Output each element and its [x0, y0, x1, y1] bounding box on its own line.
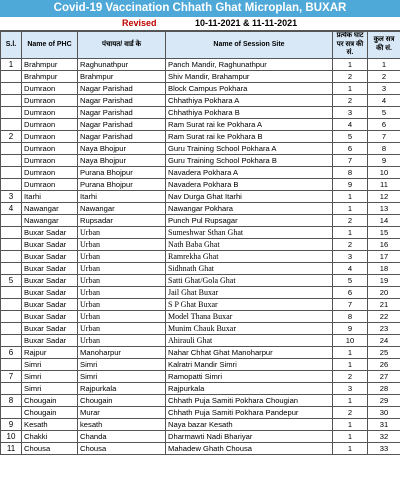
cell-sessions: 5	[333, 130, 368, 142]
cell-panchayat: Itarhi	[78, 190, 166, 202]
cell-sessions: 6	[333, 286, 368, 298]
cell-sl: 3	[1, 190, 22, 202]
cell-session-site: Guru Training School Pokhara B	[166, 154, 333, 166]
cell-sl: 7	[1, 370, 22, 382]
cell-sl: 2	[1, 130, 22, 142]
cell-sl	[1, 166, 22, 178]
cell-total: 4	[368, 94, 400, 106]
cell-sessions: 1	[333, 226, 368, 238]
cell-sl	[1, 70, 22, 82]
table-row	[1, 106, 400, 118]
cell-panchayat: Nagar Parishad	[78, 106, 166, 118]
cell-phc: Brahmpur	[22, 58, 78, 70]
table-row	[1, 394, 400, 406]
cell-total: 13	[368, 202, 400, 214]
cell-total: 15	[368, 226, 400, 238]
cell-session-site: Ramopatti Simri	[166, 370, 333, 382]
cell-sl	[1, 106, 22, 118]
cell-sessions: 1	[333, 394, 368, 406]
cell-panchayat: Urban	[78, 226, 166, 238]
cell-sessions: 2	[333, 214, 368, 226]
cell-panchayat: Simri	[78, 370, 166, 382]
cell-phc: Buxar Sadar	[22, 262, 78, 274]
cell-total: 32	[368, 430, 400, 442]
cell-session-site: Munim Chauk Buxar	[166, 322, 333, 334]
cell-phc: Buxar Sadar	[22, 298, 78, 310]
cell-sl	[1, 154, 22, 166]
date-row	[0, 17, 400, 31]
cell-total: 28	[368, 382, 400, 394]
table-row	[1, 238, 400, 250]
cell-panchayat: Raghunathpur	[78, 58, 166, 70]
cell-session-site: Rajpurkala	[166, 382, 333, 394]
cell-total: 20	[368, 286, 400, 298]
cell-sl	[1, 382, 22, 394]
cell-sessions: 4	[333, 118, 368, 130]
cell-sessions: 8	[333, 310, 368, 322]
cell-session-site: Naya bazar Kesath	[166, 418, 333, 430]
cell-sessions: 1	[333, 58, 368, 70]
table-row	[1, 130, 400, 142]
cell-session-site: Panch Mandir, Raghunathpur	[166, 58, 333, 70]
cell-session-site: Navadera Pokhara A	[166, 166, 333, 178]
cell-phc: Simri	[22, 370, 78, 382]
table-row	[1, 334, 400, 346]
cell-total: 5	[368, 106, 400, 118]
cell-session-site: Satti Ghat/Gola Ghat	[166, 274, 333, 286]
cell-session-site: Chhathiya Pokhara B	[166, 106, 333, 118]
cell-phc: Dumraon	[22, 166, 78, 178]
cell-session-site: Navadera Pokhara B	[166, 178, 333, 190]
table-body	[1, 58, 400, 454]
table-row	[1, 70, 400, 82]
cell-phc: Itarhi	[22, 190, 78, 202]
cell-phc: Rajpur	[22, 346, 78, 358]
cell-phc: Buxar Sadar	[22, 226, 78, 238]
table-row	[1, 226, 400, 238]
cell-sl	[1, 238, 22, 250]
cell-total: 30	[368, 406, 400, 418]
cell-sessions: 9	[333, 178, 368, 190]
cell-panchayat: Murar	[78, 406, 166, 418]
table-row	[1, 346, 400, 358]
cell-sl	[1, 406, 22, 418]
table-row	[1, 310, 400, 322]
table-row	[1, 154, 400, 166]
cell-sl	[1, 214, 22, 226]
table-row	[1, 358, 400, 370]
cell-total: 11	[368, 178, 400, 190]
cell-phc: Dumraon	[22, 130, 78, 142]
cell-panchayat: Urban	[78, 274, 166, 286]
cell-phc: Chougain	[22, 406, 78, 418]
cell-sl	[1, 322, 22, 334]
cell-panchayat: Urban	[78, 298, 166, 310]
cell-sessions: 3	[333, 250, 368, 262]
cell-session-site: S P Ghat Buxar	[166, 298, 333, 310]
cell-sl	[1, 262, 22, 274]
cell-session-site: Nath Baba Ghat	[166, 238, 333, 250]
header-total-sessions: कुल सत्र की सं.	[368, 32, 400, 59]
cell-phc: Buxar Sadar	[22, 274, 78, 286]
table-row	[1, 94, 400, 106]
cell-sessions: 10	[333, 334, 368, 346]
cell-sl: 8	[1, 394, 22, 406]
cell-session-site: Model Thana Buxar	[166, 310, 333, 322]
cell-total: 2	[368, 70, 400, 82]
cell-total: 1	[368, 58, 400, 70]
cell-sl	[1, 82, 22, 94]
table-row	[1, 178, 400, 190]
cell-session-site: Nahar Chhat Ghat Manoharpur	[166, 346, 333, 358]
cell-phc: Chousa	[22, 442, 78, 454]
cell-session-site: Dharmawti Nadi Bhariyar	[166, 430, 333, 442]
cell-session-site: Chhath Puja Samiti Pokhara Pandepur	[166, 406, 333, 418]
cell-phc: Kesath	[22, 418, 78, 430]
cell-panchayat: Urban	[78, 322, 166, 334]
cell-sessions: 1	[333, 346, 368, 358]
cell-panchayat: Urban	[78, 286, 166, 298]
cell-panchayat: Chanda	[78, 430, 166, 442]
cell-sessions: 3	[333, 382, 368, 394]
cell-sl	[1, 118, 22, 130]
table-row	[1, 250, 400, 262]
cell-sl	[1, 286, 22, 298]
cell-sl	[1, 94, 22, 106]
cell-phc: Simri	[22, 382, 78, 394]
cell-total: 10	[368, 166, 400, 178]
cell-panchayat: Brahmpur	[78, 70, 166, 82]
cell-session-site: Shiv Mandir, Brahampur	[166, 70, 333, 82]
cell-sessions: 4	[333, 262, 368, 274]
cell-sl	[1, 298, 22, 310]
table-row	[1, 82, 400, 94]
cell-sl	[1, 334, 22, 346]
table-row	[1, 214, 400, 226]
cell-session-site: Mahadew Ghath Chousa	[166, 442, 333, 454]
cell-sl	[1, 178, 22, 190]
cell-panchayat: Chousa	[78, 442, 166, 454]
cell-sessions: 2	[333, 238, 368, 250]
cell-panchayat: Rupsadar	[78, 214, 166, 226]
cell-panchayat: Urban	[78, 262, 166, 274]
cell-panchayat: Chougain	[78, 394, 166, 406]
cell-total: 8	[368, 142, 400, 154]
cell-total: 6	[368, 118, 400, 130]
table-row	[1, 274, 400, 286]
cell-panchayat: Urban	[78, 250, 166, 262]
cell-sessions: 1	[333, 202, 368, 214]
cell-phc: Dumraon	[22, 94, 78, 106]
cell-sessions: 1	[333, 418, 368, 430]
cell-sl: 1	[1, 58, 22, 70]
cell-phc: Buxar Sadar	[22, 334, 78, 346]
cell-phc: Buxar Sadar	[22, 250, 78, 262]
cell-panchayat: Naya Bhojpur	[78, 142, 166, 154]
cell-sl	[1, 226, 22, 238]
cell-total: 9	[368, 154, 400, 166]
cell-sl: 4	[1, 202, 22, 214]
cell-sl	[1, 142, 22, 154]
cell-session-site: Ramrekha Ghat	[166, 250, 333, 262]
table-row	[1, 142, 400, 154]
cell-total: 16	[368, 238, 400, 250]
header-session-site: Name of Session Site	[166, 32, 333, 59]
cell-sessions: 5	[333, 274, 368, 286]
cell-session-site: Chhathiya Pokhara A	[166, 94, 333, 106]
cell-sessions: 7	[333, 154, 368, 166]
cell-phc: Dumraon	[22, 118, 78, 130]
cell-sl: 11	[1, 442, 22, 454]
table-row	[1, 406, 400, 418]
cell-sessions: 2	[333, 406, 368, 418]
cell-total: 25	[368, 346, 400, 358]
cell-phc: Dumraon	[22, 82, 78, 94]
cell-phc: Buxar Sadar	[22, 238, 78, 250]
cell-phc: Buxar Sadar	[22, 286, 78, 298]
cell-session-site: Sidhnath Ghat	[166, 262, 333, 274]
cell-total: 29	[368, 394, 400, 406]
cell-sessions: 1	[333, 442, 368, 454]
cell-panchayat: Urban	[78, 310, 166, 322]
cell-phc: Dumraon	[22, 178, 78, 190]
cell-total: 7	[368, 130, 400, 142]
cell-sessions: 9	[333, 322, 368, 334]
cell-phc: Chougain	[22, 394, 78, 406]
header-phc: Name of PHC	[22, 32, 78, 59]
cell-panchayat: Simri	[78, 358, 166, 370]
table-row	[1, 442, 400, 454]
cell-sl	[1, 250, 22, 262]
cell-session-site: Nav Durga Ghat Itarhi	[166, 190, 333, 202]
cell-sessions: 6	[333, 142, 368, 154]
cell-total: 22	[368, 310, 400, 322]
cell-session-site: Guru Training School Pokhara A	[166, 142, 333, 154]
cell-phc: Buxar Sadar	[22, 310, 78, 322]
cell-sl	[1, 310, 22, 322]
revised-label: Revised	[122, 18, 157, 28]
table-row	[1, 430, 400, 442]
cell-panchayat: Nagar Parishad	[78, 82, 166, 94]
cell-total: 19	[368, 274, 400, 286]
sheet-title: Covid-19 Vaccination Chhath Ghat Microplan, BUXAR	[0, 0, 400, 17]
cell-phc: Dumraon	[22, 142, 78, 154]
cell-panchayat: Purana Bhojpur	[78, 178, 166, 190]
header-sl: S.l.	[1, 32, 22, 59]
table-row	[1, 322, 400, 334]
cell-total: 14	[368, 214, 400, 226]
cell-session-site: Kalratri Mandir Simri	[166, 358, 333, 370]
cell-panchayat: Rajpurkala	[78, 382, 166, 394]
cell-session-site: Ahirauli Ghat	[166, 334, 333, 346]
cell-sessions: 3	[333, 106, 368, 118]
cell-phc: Dumraon	[22, 154, 78, 166]
cell-phc: Dumraon	[22, 106, 78, 118]
cell-session-site: Chhath Puja Samiti Pokhara Chougian	[166, 394, 333, 406]
cell-sessions: 7	[333, 298, 368, 310]
cell-total: 17	[368, 250, 400, 262]
cell-sessions: 1	[333, 82, 368, 94]
dates-label: 10-11-2021 & 11-11-2021	[195, 18, 298, 28]
cell-panchayat: Purana Bhojpur	[78, 166, 166, 178]
cell-total: 26	[368, 358, 400, 370]
cell-total: 3	[368, 82, 400, 94]
cell-sl: 9	[1, 418, 22, 430]
cell-session-site: Block Campus Pokhara	[166, 82, 333, 94]
cell-panchayat: Naya Bhojpur	[78, 154, 166, 166]
cell-phc: Chakki	[22, 430, 78, 442]
cell-session-site: Ram Surat rai ke Pokhara A	[166, 118, 333, 130]
cell-panchayat: Nagar Parishad	[78, 94, 166, 106]
cell-sessions: 2	[333, 70, 368, 82]
cell-panchayat: Urban	[78, 238, 166, 250]
cell-sessions: 2	[333, 370, 368, 382]
table-row	[1, 166, 400, 178]
cell-sl: 10	[1, 430, 22, 442]
table-row	[1, 418, 400, 430]
cell-session-site: Nawangar Pokhara	[166, 202, 333, 214]
cell-total: 24	[368, 334, 400, 346]
cell-session-site: Ram Surat rai ke Pokhara B	[166, 130, 333, 142]
cell-total: 27	[368, 370, 400, 382]
cell-sessions: 1	[333, 430, 368, 442]
table-row	[1, 370, 400, 382]
cell-session-site: Punch Pul Rupsagar	[166, 214, 333, 226]
cell-session-site: Jail Ghat Buxar	[166, 286, 333, 298]
cell-panchayat: kesath	[78, 418, 166, 430]
cell-sl	[1, 358, 22, 370]
table-row	[1, 118, 400, 130]
cell-sessions: 2	[333, 94, 368, 106]
header-sessions-per-ghat: प्रत्येक घाट पर सत्र की सं.	[333, 32, 368, 59]
table-row	[1, 202, 400, 214]
cell-phc: Simri	[22, 358, 78, 370]
cell-panchayat: Nawangar	[78, 202, 166, 214]
cell-total: 12	[368, 190, 400, 202]
cell-total: 23	[368, 322, 400, 334]
microplan-table	[0, 31, 400, 455]
cell-phc: Nawangar	[22, 202, 78, 214]
table-row	[1, 58, 400, 70]
table-row	[1, 382, 400, 394]
table-row	[1, 190, 400, 202]
cell-panchayat: Manoharpur	[78, 346, 166, 358]
cell-sessions: 1	[333, 190, 368, 202]
cell-session-site: Sumeshwar Sthan Ghat	[166, 226, 333, 238]
header-row	[1, 32, 400, 59]
cell-panchayat: Urban	[78, 334, 166, 346]
cell-phc: Brahmpur	[22, 70, 78, 82]
cell-sl: 5	[1, 274, 22, 286]
cell-phc: Nawangar	[22, 214, 78, 226]
cell-panchayat: Nagar Parishad	[78, 130, 166, 142]
cell-sl: 6	[1, 346, 22, 358]
cell-total: 31	[368, 418, 400, 430]
cell-phc: Buxar Sadar	[22, 322, 78, 334]
cell-sessions: 8	[333, 166, 368, 178]
cell-total: 21	[368, 298, 400, 310]
cell-sessions: 1	[333, 358, 368, 370]
cell-panchayat: Nagar Parishad	[78, 118, 166, 130]
header-panchayat: पंचायत/ वार्ड के	[78, 32, 166, 59]
table-row	[1, 262, 400, 274]
cell-total: 18	[368, 262, 400, 274]
table-row	[1, 298, 400, 310]
table-row	[1, 286, 400, 298]
cell-total: 33	[368, 442, 400, 454]
